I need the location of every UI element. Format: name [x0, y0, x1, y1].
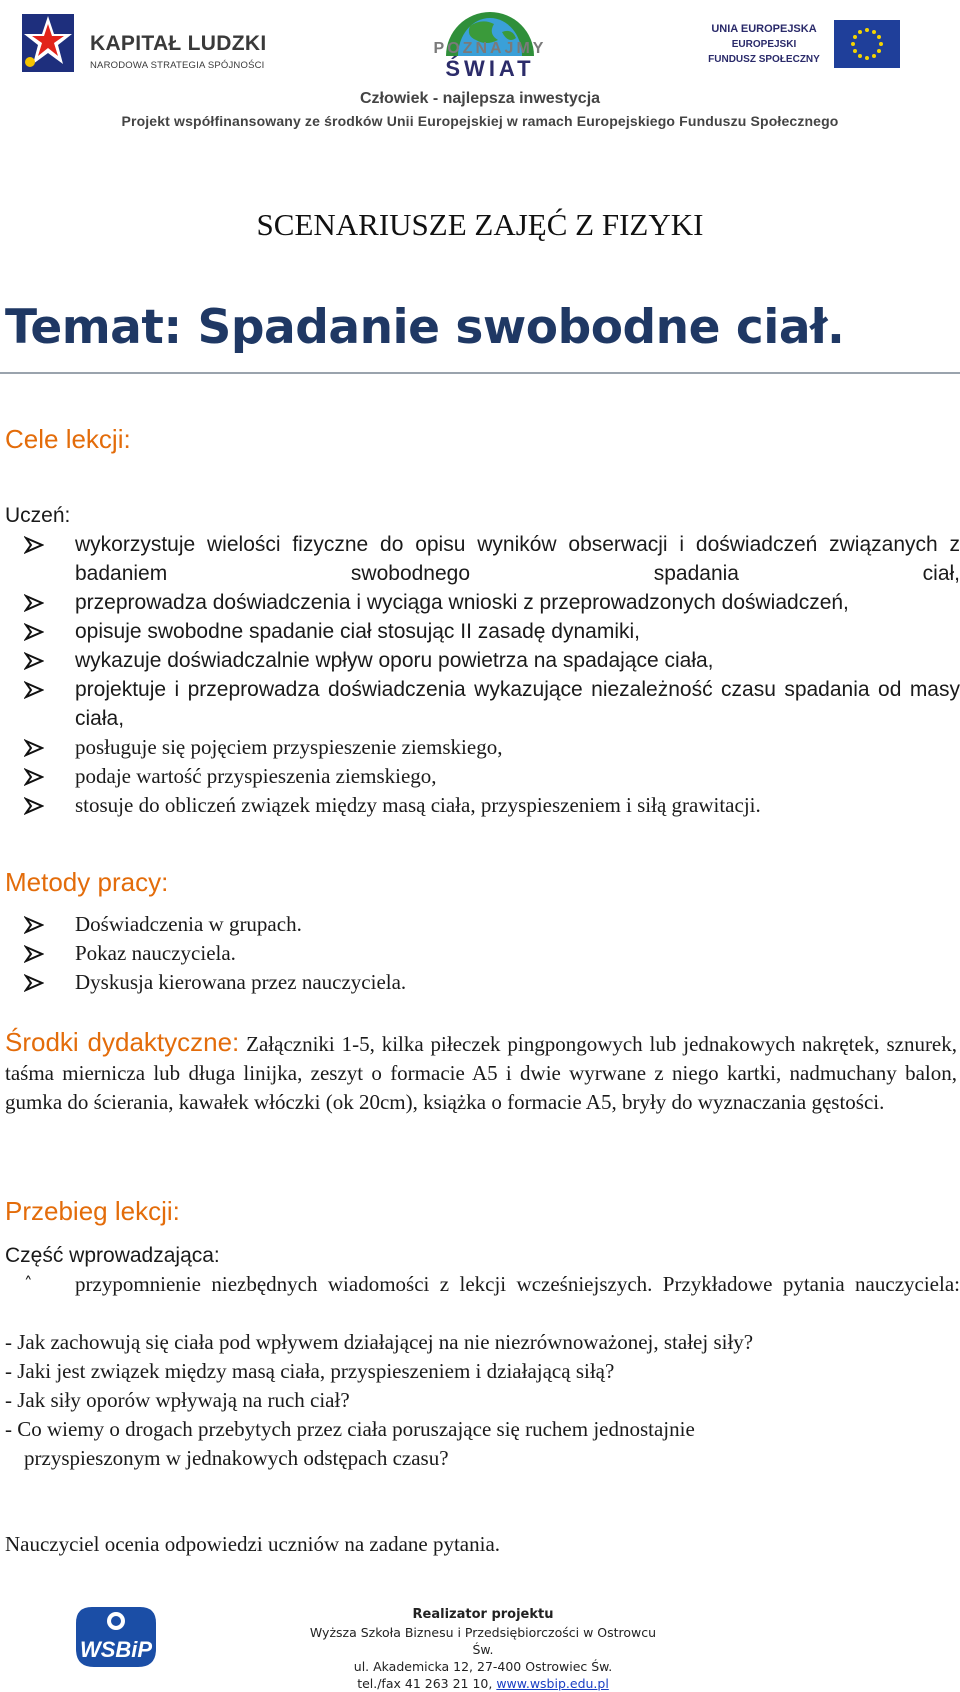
course-item-text: przypomnienie niezbędnych wiadomości z lekcji wcześniejszych. Przykładowe pytania nauczyciela: — [75, 1272, 960, 1296]
question-4-continuation: przyspieszonym w jednakowych odstępach czasu? — [24, 1446, 449, 1470]
topic-title: Temat: Spadanie swobodne ciał. — [5, 300, 845, 355]
arrow-bullet-icon — [24, 623, 44, 641]
question-4: - Co wiemy o drogach przebytych przez ciała poruszające się ruchem jednostajnie — [5, 1417, 695, 1441]
goals-intro: Uczeń: — [5, 504, 71, 527]
swiat-text: ŚWIAT — [445, 56, 535, 81]
list-item — [0, 762, 960, 791]
arrow-bullet-icon — [24, 768, 44, 786]
question-2: - Jaki jest związek między masą ciała, przyspieszeniem i działającą siłą? — [5, 1359, 615, 1383]
eu-flag-icon — [834, 20, 900, 68]
footer-phone: tel./fax 41 263 21 10, — [357, 1676, 493, 1691]
goal-text: wykorzystuje wielości fizyczne do opisu wyników obserwacji i doświadczeń związanych z badaniem swobodnego spadania ciał, — [75, 533, 960, 585]
tagline: Człowiek - najlepsza inwestycja — [359, 90, 601, 107]
aids-heading: Środki dydaktyczne: — [5, 1027, 240, 1057]
question-1: - Jak zachowują się ciała pod wpływem działającej na nie niezrównoważonej, stałej siły? — [5, 1330, 754, 1354]
list-item — [0, 910, 960, 939]
goal-text: projektuje i przeprowadza doświadczenia wykazujące niezależność czasu spadania od masy ciała, — [75, 678, 960, 730]
goal-text: podaje wartość przyspieszenia ziemskiego, — [75, 764, 437, 788]
aids-paragraph — [5, 1028, 957, 1117]
wsbip-logo — [72, 1603, 160, 1671]
footer-label: Realizator projektu — [412, 1607, 554, 1622]
arrow-bullet-icon — [24, 916, 44, 934]
method-text: Dyskusja kierowana przez nauczyciela. — [75, 970, 407, 994]
aids-text: Załączniki 1-5, kilka piłeczek pingpongowych lub jednakowych nakrętek, sznurek, taśma miernicza lub długa linijka, zeszyt o formacie A5 i dwie wyrwane z niego kartki, nadmuchany balon, gumka do ścierania, kawałek włóczki (ok 20cm), książka o formacie A5, bryły do wyznaczania gęstości. — [5, 1032, 958, 1114]
title-divider — [0, 372, 960, 374]
eu-text — [700, 22, 828, 67]
project-cofinancing-line: Projekt współfinansowany ze środków Unii Europejskiej w ramach Europejskiego Funduszu Społecznego — [121, 113, 839, 129]
list-item — [0, 617, 960, 646]
methods-list — [0, 910, 960, 997]
kapital-ludzki-name: KAPITAŁ LUDZKI — [90, 32, 267, 55]
goals-list-continued — [0, 588, 960, 733]
course-heading: Przebieg lekcji: — [5, 1196, 180, 1226]
kapital-ludzki-subtitle: NARODOWA STRATEGIA SPÓJNOŚCI — [90, 60, 265, 71]
method-text: Doświadczenia w grupach. — [75, 912, 302, 936]
goals-list-end — [0, 733, 960, 820]
wsbip-logo-text: WSBiP — [79, 1637, 153, 1662]
arrow-bullet-icon — [24, 945, 44, 963]
arrow-bullet-icon — [24, 797, 44, 815]
list-item — [0, 1270, 960, 1299]
goal-text: posługuje się pojęciem przyspieszenie ziemskiego, — [75, 735, 503, 759]
list-item-spacer — [0, 559, 960, 588]
goal-text: przeprowadza doświadczenia i wyciąga wnioski z przeprowadzonych doświadczeń, — [75, 591, 849, 614]
arrow-bullet-icon — [24, 594, 44, 612]
question-3: - Jak siły oporów wpływają na ruch ciał? — [5, 1388, 350, 1412]
poznajmy-text: POZNAJMY — [433, 40, 547, 57]
list-item — [0, 939, 960, 968]
document-heading: SCENARIUSZE ZAJĘĆ Z FIZYKI — [256, 207, 704, 242]
kapital-ludzki-logo — [18, 10, 303, 82]
methods-heading: Metody pracy: — [5, 867, 169, 897]
eu-line-3: FUNDUSZ SPOŁECZNY — [708, 54, 820, 65]
goals-list — [0, 530, 960, 588]
list-item — [0, 791, 960, 820]
closing-sentence: Nauczyciel ocenia odpowiedzi uczniów na zadane pytania. — [5, 1532, 501, 1556]
eu-line-2: EUROPEJSKI — [731, 39, 797, 50]
course-intro-part: Część wprowadzająca: — [5, 1244, 220, 1267]
goal-text: wykazuje doświadczalnie wpływ oporu powietrza na spadające ciała, — [75, 649, 714, 672]
caret-bullet-icon: ˄ — [24, 1274, 33, 1294]
goal-text: opisuje swobodne spadanie ciał stosując II zasadę dynamiki, — [75, 620, 641, 643]
arrow-bullet-icon — [24, 536, 44, 554]
arrow-bullet-icon — [24, 974, 44, 992]
arrow-bullet-icon — [24, 652, 44, 670]
poznajmy-swiat-logo — [390, 4, 590, 86]
footer-realizator — [300, 1606, 666, 1692]
list-item — [0, 646, 960, 675]
arrow-bullet-icon — [24, 739, 44, 757]
goals-heading: Cele lekcji: — [5, 424, 131, 454]
eu-logo — [700, 20, 940, 72]
list-item — [0, 675, 960, 733]
eu-line-1: UNIA EUROPEJSKA — [711, 23, 817, 35]
list-item — [0, 968, 960, 997]
course-list — [0, 1270, 960, 1299]
footer-website-link[interactable]: www.wsbip.edu.pl — [496, 1676, 609, 1691]
footer-address: ul. Akademicka 12, 27-400 Ostrowiec Św. — [353, 1659, 613, 1674]
arrow-bullet-icon — [24, 681, 44, 699]
method-text: Pokaz nauczyciela. — [75, 941, 236, 965]
footer-school: Wyższa Szkoła Biznesu i Przedsiębiorczości w Ostrowcu Św. — [309, 1625, 657, 1657]
list-item — [0, 733, 960, 762]
kapital-ludzki-star-icon — [18, 10, 78, 76]
list-item — [0, 588, 960, 617]
goal-text: stosuje do obliczeń związek między masą ciała, przyspieszeniem i siłą grawitacji. — [75, 793, 761, 817]
